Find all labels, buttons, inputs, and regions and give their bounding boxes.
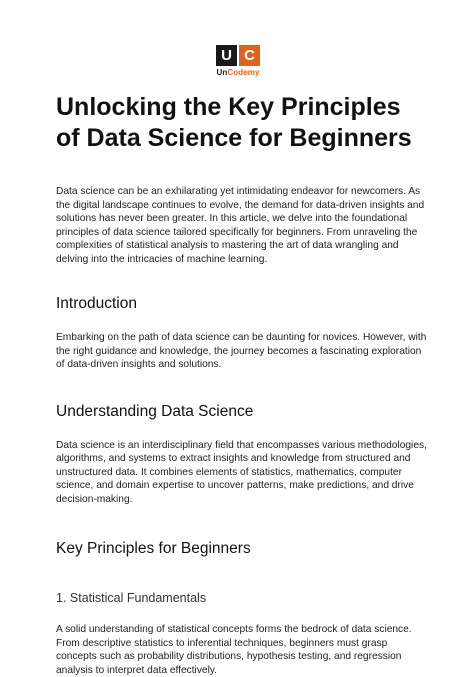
statistical-fundamentals-heading: 1. Statistical Fundamentals [56, 591, 207, 605]
statistical-fundamentals-paragraph: A solid understanding of statistical concepts forms the bedrock of data science. From descriptive statistics to inferential techniques, beginners must grasp concepts such as probability distributions, hypothesis testing, and regression analysis to interpret data effectively. [56, 624, 412, 676]
uncodemy-logo [212, 45, 264, 77]
logo-mark-u: U [216, 45, 237, 66]
understanding-paragraph: Data science is an interdisciplinary field that encompasses various methodologies, algorithms, and systems to extract insights and knowledge from structured and unstructured data. It combines elements of statistics, mathematics, computer science, and domain expertise to uncover patterns, make predictions, and drive decision-making. [56, 439, 427, 505]
logo-mark [212, 45, 264, 66]
logo-wordmark-b: Codemy [227, 68, 260, 77]
key-principles-heading: Key Principles for Beginners [56, 540, 251, 557]
page-title: Unlocking the Key Principles of Data Science for Beginners [56, 93, 412, 152]
document-body [56, 92, 428, 677]
logo-mark-c: C [239, 45, 260, 66]
logo-wordmark [212, 68, 264, 77]
logo-wordmark-a: Un [216, 68, 228, 77]
understanding-heading: Understanding Data Science [56, 402, 254, 420]
introduction-heading: Introduction [56, 295, 137, 312]
introduction-paragraph: Embarking on the path of data science can be daunting for novices. However, with the right guidance and knowledge, the journey becomes a fascinating exploration of data-driven insights and solutions. [56, 332, 427, 370]
intro-paragraph: Data science can be an exhilarating yet intimidating endeavor for newcomers. As the digital landscape continues to evolve, the demand for data-driven insights and solutions has never been greater. In this article, we delve into the foundational principles of data science tailored specifically for beginners. From unraveling the complexities of statistical analysis to mastering the art of data wrangling and delving into the intricacies of machine learning. [56, 186, 425, 265]
